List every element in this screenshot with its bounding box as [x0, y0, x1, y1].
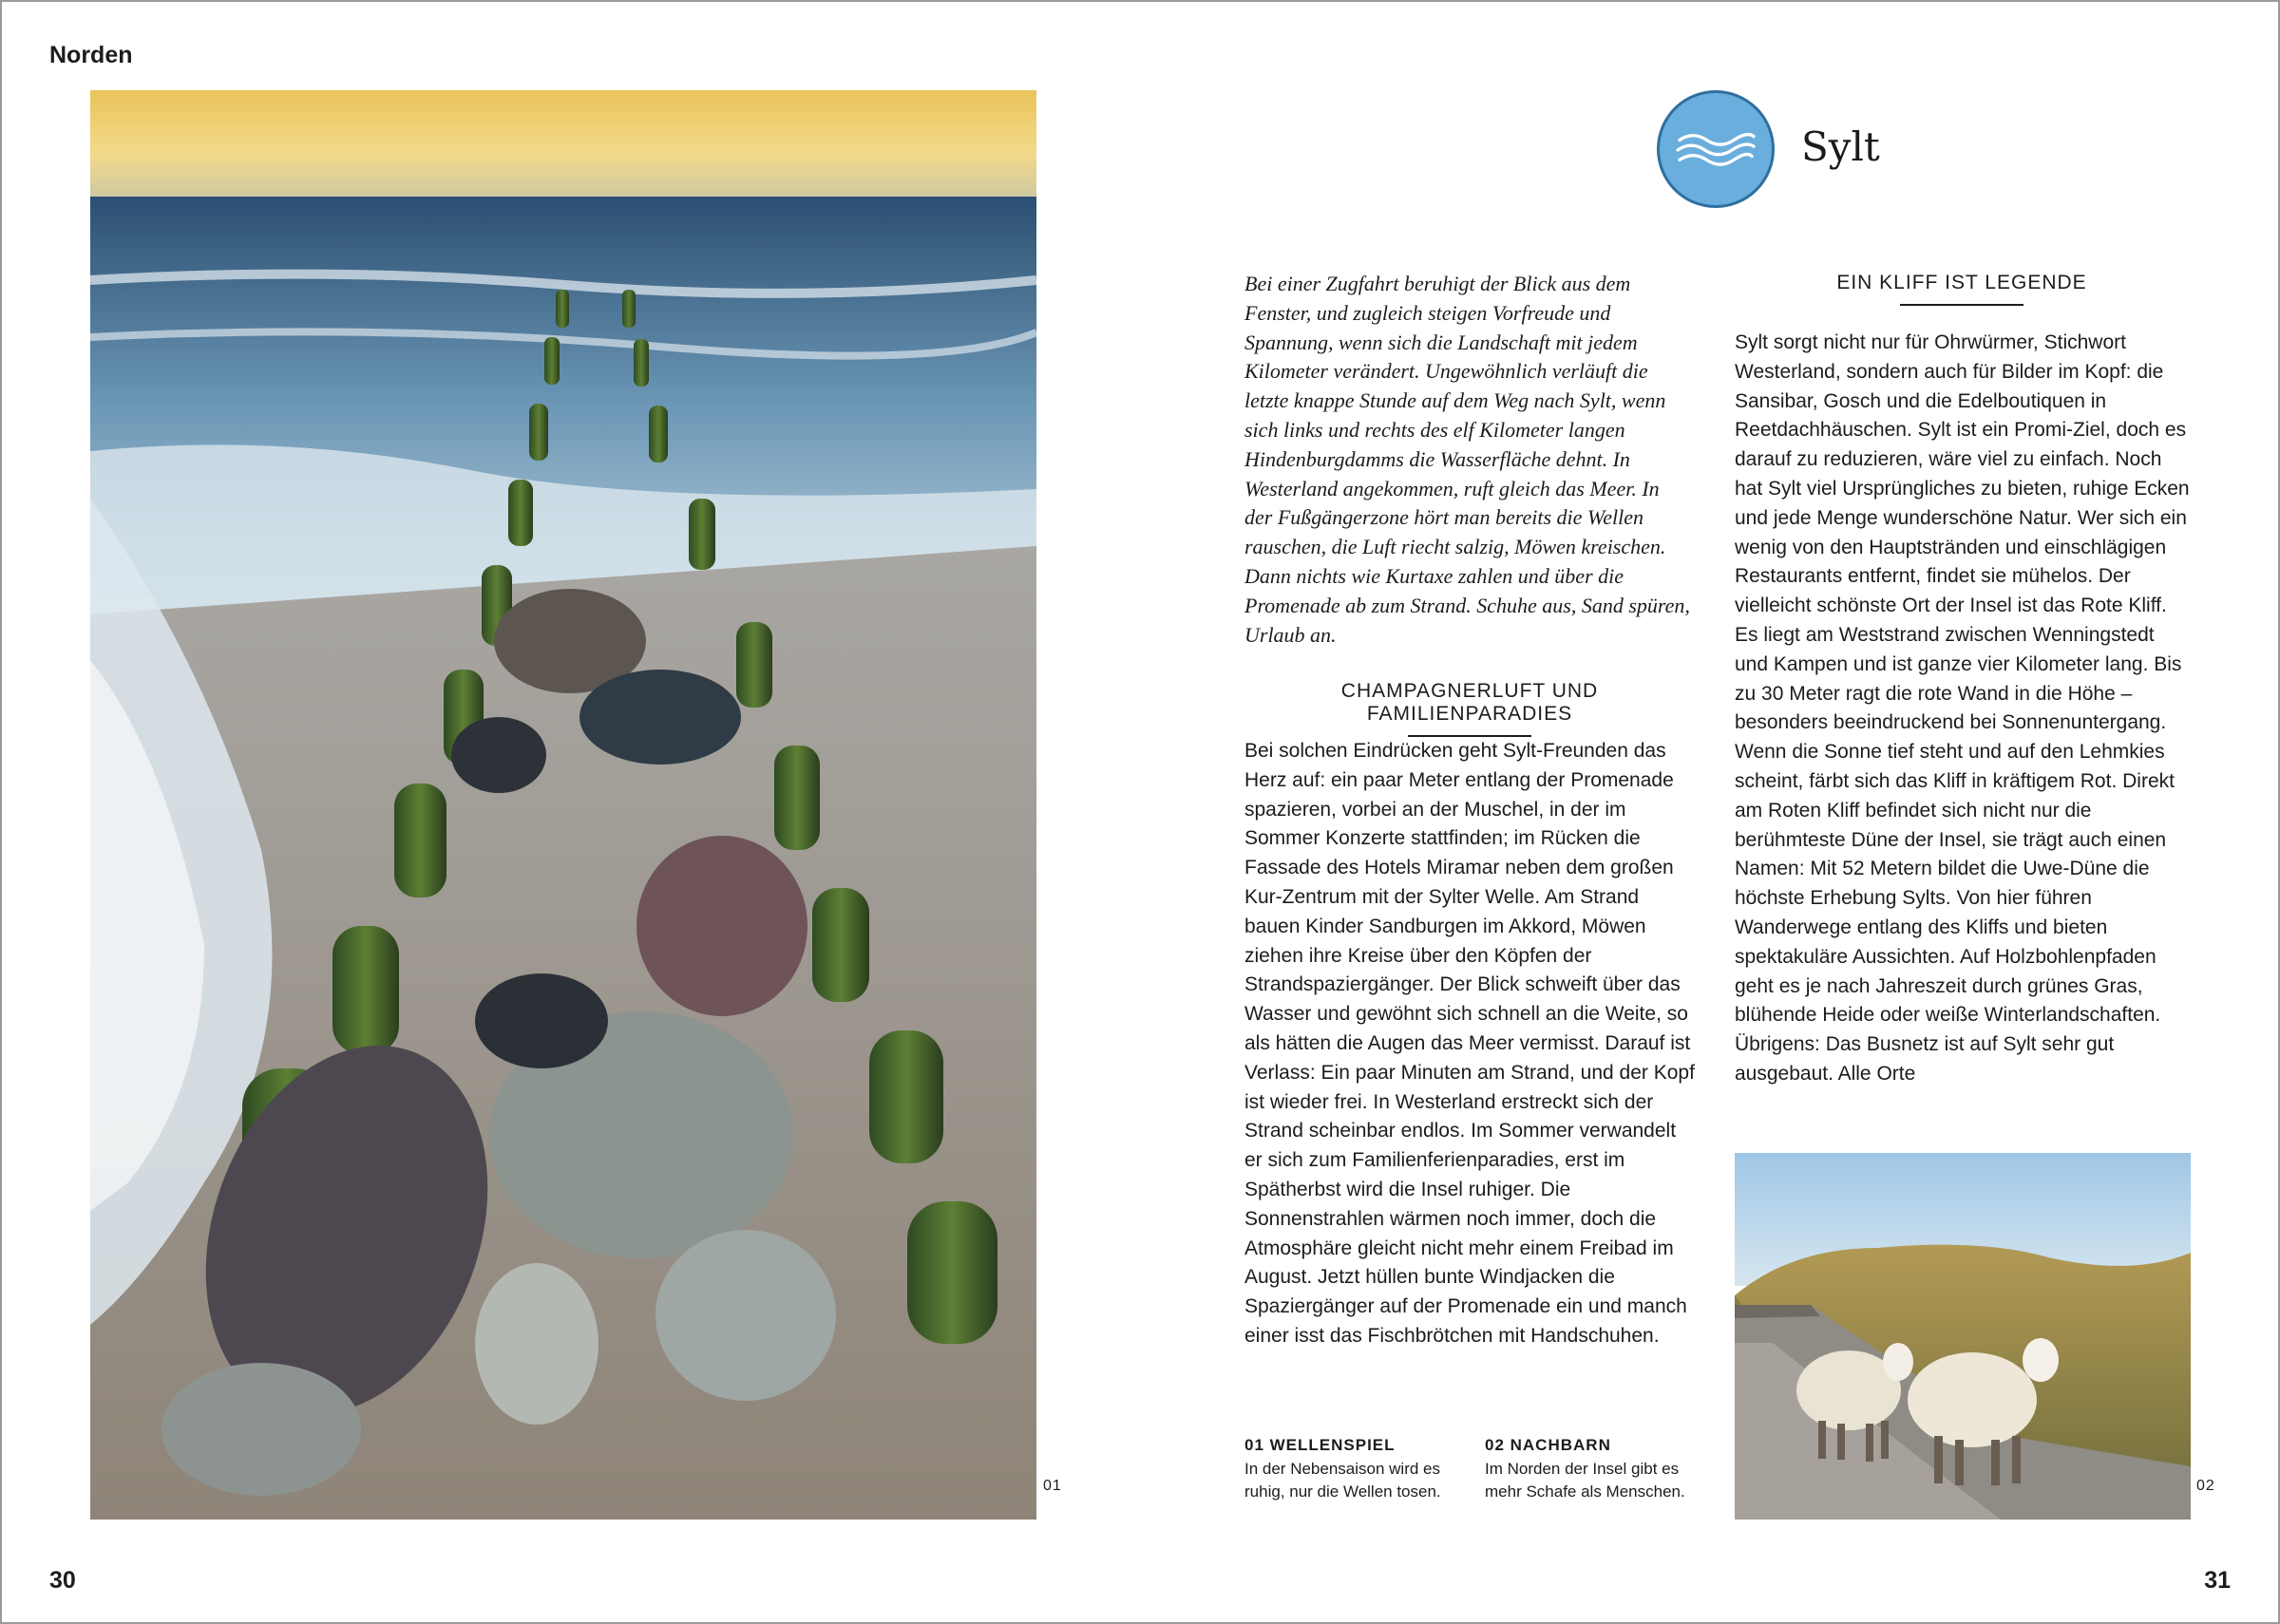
page-title: Sylt [1801, 123, 1880, 170]
body-text-column-2: Sylt sorgt nicht nur für Ohrwürmer, Stichwort Westerland, sondern auch für Bilder im Kopf: die Sansibar, Gosch und die Edelboutiquen in Reetdachhäuschen. Sylt ist ein Promi-Ziel, doch es darauf zu reduzieren, wäre viel zu einfach. Noch hat Sylt viel Ursprüngliches zu bieten, ruhige Ecken und jede Menge wunderschöne Natur. Wer sich ein wenig von den Hauptstränden und einschlägigen Restaurants entfernt, findet sie mühelos. Der vielleicht schönste Ort der Insel ist das Rote Kliff. Es liegt am Weststrand zwischen Wenningstedt und Kampen und ist ganze vier Kilometer lang. Bis zu 30 Meter ragt die rote Wand in die Höhe – besonders beeindruckend bei Sonnenuntergang. Wenn die Sonne tief steht und auf den Lehmkies scheint, färbt sich das Kliff in kräftigem Rot. Direkt am Roten Kliff befindet sich nicht nur die berühmteste Düne der Insel, sie trägt auch einen Namen: Mit 52 Metern bildet die Uwe-Düne die höchste Erhebung Sylts. Von hier führen Wanderwege entlang des Kliffs und bieten spektakuläre Aussichten. Auf Holzbohlenpfaden geht es je nach Jahreszeit durch grünes Gras, blühende Heide oder weiße Winterlandschaften. Übrigens: Das Busnetz ist auf Sylt sehr gut ausgebaut. Alle Orte [1735, 331, 2190, 1085]
photo-number-01: 01 [1043, 1478, 1062, 1494]
section-heading-text: EIN KLIFF IST LEGENDE [1836, 272, 2087, 293]
caption-02 [1485, 1434, 1713, 1504]
caption-text: Im Norden der Insel gibt es mehr Schafe als Menschen. [1485, 1459, 1685, 1501]
groyne-beach-photo [90, 90, 1036, 1520]
sheep-photo [1735, 1153, 2191, 1520]
section-heading-champagnerluft [1244, 680, 1695, 737]
caption-title: 01 WELLENSPIEL [1244, 1436, 1396, 1454]
caption-title: 02 NACHBARN [1485, 1436, 1611, 1454]
waves-icon [1657, 90, 1775, 208]
page-number-right: 31 [2204, 1567, 2231, 1594]
section-heading-text: CHAMPAGNERLUFT UND FAMILIENPARADIES [1340, 680, 1599, 725]
heading-rule [1900, 304, 2024, 306]
caption-text: In der Nebensaison wird es ruhig, nur die Wellen tosen. [1244, 1459, 1441, 1501]
section-label: Norden [49, 42, 133, 68]
photo-number-02: 02 [2196, 1478, 2215, 1494]
section-heading-kliff [1735, 272, 2189, 306]
body-text-column-1: Bei solchen Eindrücken geht Sylt-Freunden das Herz auf: ein paar Meter entlang der Promenade spazieren, vorbei an der Muschel, in der im Sommer Konzerte stattfinden; im Rücken die Fassade des Hotels Miramar neben dem großen Kur-Zentrum mit der Sylter Welle. Am Strand bauen Kinder Sandburgen im Akkord, Möwen ziehen ihre Kreise über den Köpfen der Strandspaziergänger. Der Blick schweift über das Wasser und gewöhnt sich schnell an die Weite, so als hätten die Augen das Meer vermisst. Darauf ist Verlass: Ein paar Minuten am Strand, und der Kopf ist wieder frei. In Westerland erstreckt sich der Strand scheinbar endlos. Im Sommer verwandelt er sich zum Familienferienparadies, erst im Spätherbst wird die Insel ruhiger. Die Sonnenstrahlen wärmen noch immer, doch die Atmosphäre gleicht nicht mehr einem Freibad im August. Jetzt hüllen bunte Windjacken die Spaziergänger auf der Promenade ein und manch einer isst das Fischbrötchen mit Handschuhen. [1244, 740, 1695, 1347]
page-number-left: 30 [49, 1567, 76, 1594]
caption-01 [1244, 1434, 1472, 1504]
intro-paragraph: Bei einer Zugfahrt beruhigt der Blick aus dem Fenster, und zugleich steigen Vorfreude und Spannung, wenn sich die Landschaft mit jedem Kilometer verändert. Ungewöhnlich verläuft die letzte knappe Stunde auf dem Weg nach Sylt, wenn sich links und rechts des elf Kilometer langen Hindenburgdamms die Wasserfläche dehnt. In Westerland angekommen, ruft gleich das Meer. In der Fußgängerzone hört man bereits die Wellen rauschen, die Luft riecht salzig, Möwen kreischen. Dann nichts wie Kurtaxe zahlen und über die Promenade ab zum Strand. Schuhe aus, Sand spüren, Urlaub an. [1244, 272, 1690, 647]
